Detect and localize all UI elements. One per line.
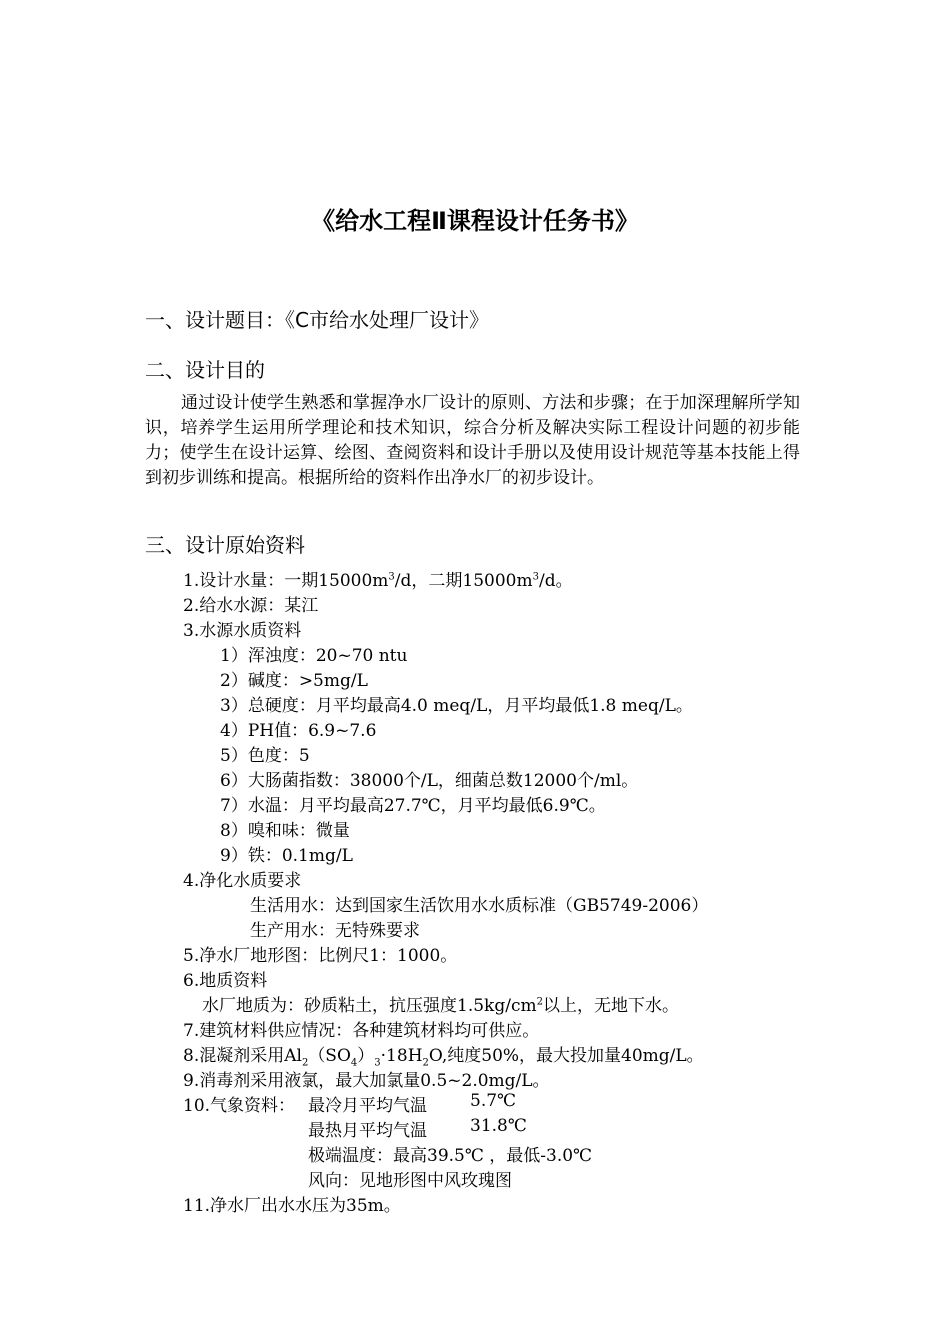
item-treated-quality: 4.净化水质要求: [183, 871, 302, 891]
item-design-flow: 1.设计水量：一期$15000m^3/d$，二期$15000m^3/d$。: [183, 571, 573, 591]
quality-turbidity: 1）浑浊度：20~70 ntu: [220, 646, 408, 666]
item-geology: 6.地质资料: [183, 971, 268, 991]
item-water-source: 2.给水水源：某江: [183, 596, 319, 616]
geology-detail: 水厂地质为：砂质粘土，抗压强度$1.5kg/cm^2$以上，无地下水。: [202, 996, 679, 1016]
section-heading-source-data: 三、设计原始资料: [145, 533, 305, 557]
quality-hardness: 3）总硬度：月平均最高4.0 meq/L，月平均最低1.8 meq/L。: [220, 696, 693, 716]
item-climate: 10.气象资料：: [183, 1096, 296, 1116]
quality-coliform: 6）大肠菌指数：38000个/L，细菌总数12000个/ml。: [220, 771, 639, 791]
item-topographic-map: 5.净水厂地形图：比例尺1：1000。: [183, 946, 458, 966]
quality-alkalinity: 2）碱度：>5mg/L: [220, 671, 368, 691]
quality-color: 5）色度：5: [220, 746, 310, 766]
item-disinfectant: 9.消毒剂采用液氯，最大加氯量0.5~2.0mg/L。: [183, 1071, 550, 1091]
quality-iron: 9）铁：0.1mg/L: [220, 846, 353, 866]
purpose-paragraph: 通过设计使学生熟悉和掌握净水厂设计的原则、方法和步骤；在于加深理解所学知识，培养学生运用所学理论和技术知识，综合分析及解决实际工程设计问题的初步能力；使学生在设计运算、绘图、查阅资料和设计手册以及使用设计规范等基本技能上得到初步训练和提高。根据所给的资料作出净水厂的初步设计。: [145, 393, 800, 488]
section-heading-topic: 一、设计题目：《C市给水处理厂设计》: [145, 308, 489, 332]
climate-extremes: 极端温度：最高39.5℃ ，最低-3.0℃: [308, 1146, 593, 1166]
climate-coldest-value: 5.7℃: [470, 1091, 517, 1111]
climate-wind: 风向：见地形图中风玫瑰图: [308, 1171, 512, 1191]
quality-temperature: 7）水温：月平均最高27.7℃，月平均最低6.9℃。: [220, 796, 606, 816]
item-materials: 7.建筑材料供应情况：各种建筑材料均可供应。: [183, 1021, 540, 1041]
document-title: 《给水工程Ⅱ课程设计任务书》: [311, 207, 639, 235]
quality-odor: 8）嗅和味：微量: [220, 821, 350, 841]
treated-industrial: 生产用水：无特殊要求: [250, 921, 420, 941]
climate-hottest-label: 最热月平均气温: [308, 1121, 427, 1141]
treated-domestic: 生活用水：达到国家生活饮用水水质标准（GB5749-2006）: [250, 896, 709, 916]
climate-hottest-value: 31.8℃: [470, 1116, 527, 1136]
item-coagulant: 8.混凝剂采用$Al_2(SO_4)_3\cdot 18H_2O$,纯度50%，最大投加量40mg/L。: [183, 1046, 704, 1069]
item-water-quality: 3.水源水质资料: [183, 621, 302, 641]
quality-ph: 4）PH值：6.9~7.6: [220, 721, 377, 741]
section-heading-purpose: 二、设计目的: [145, 358, 265, 382]
climate-coldest-label: 最冷月平均气温: [308, 1096, 427, 1116]
item-outlet-pressure: 11.净水厂出水水压为35m。: [183, 1196, 401, 1216]
